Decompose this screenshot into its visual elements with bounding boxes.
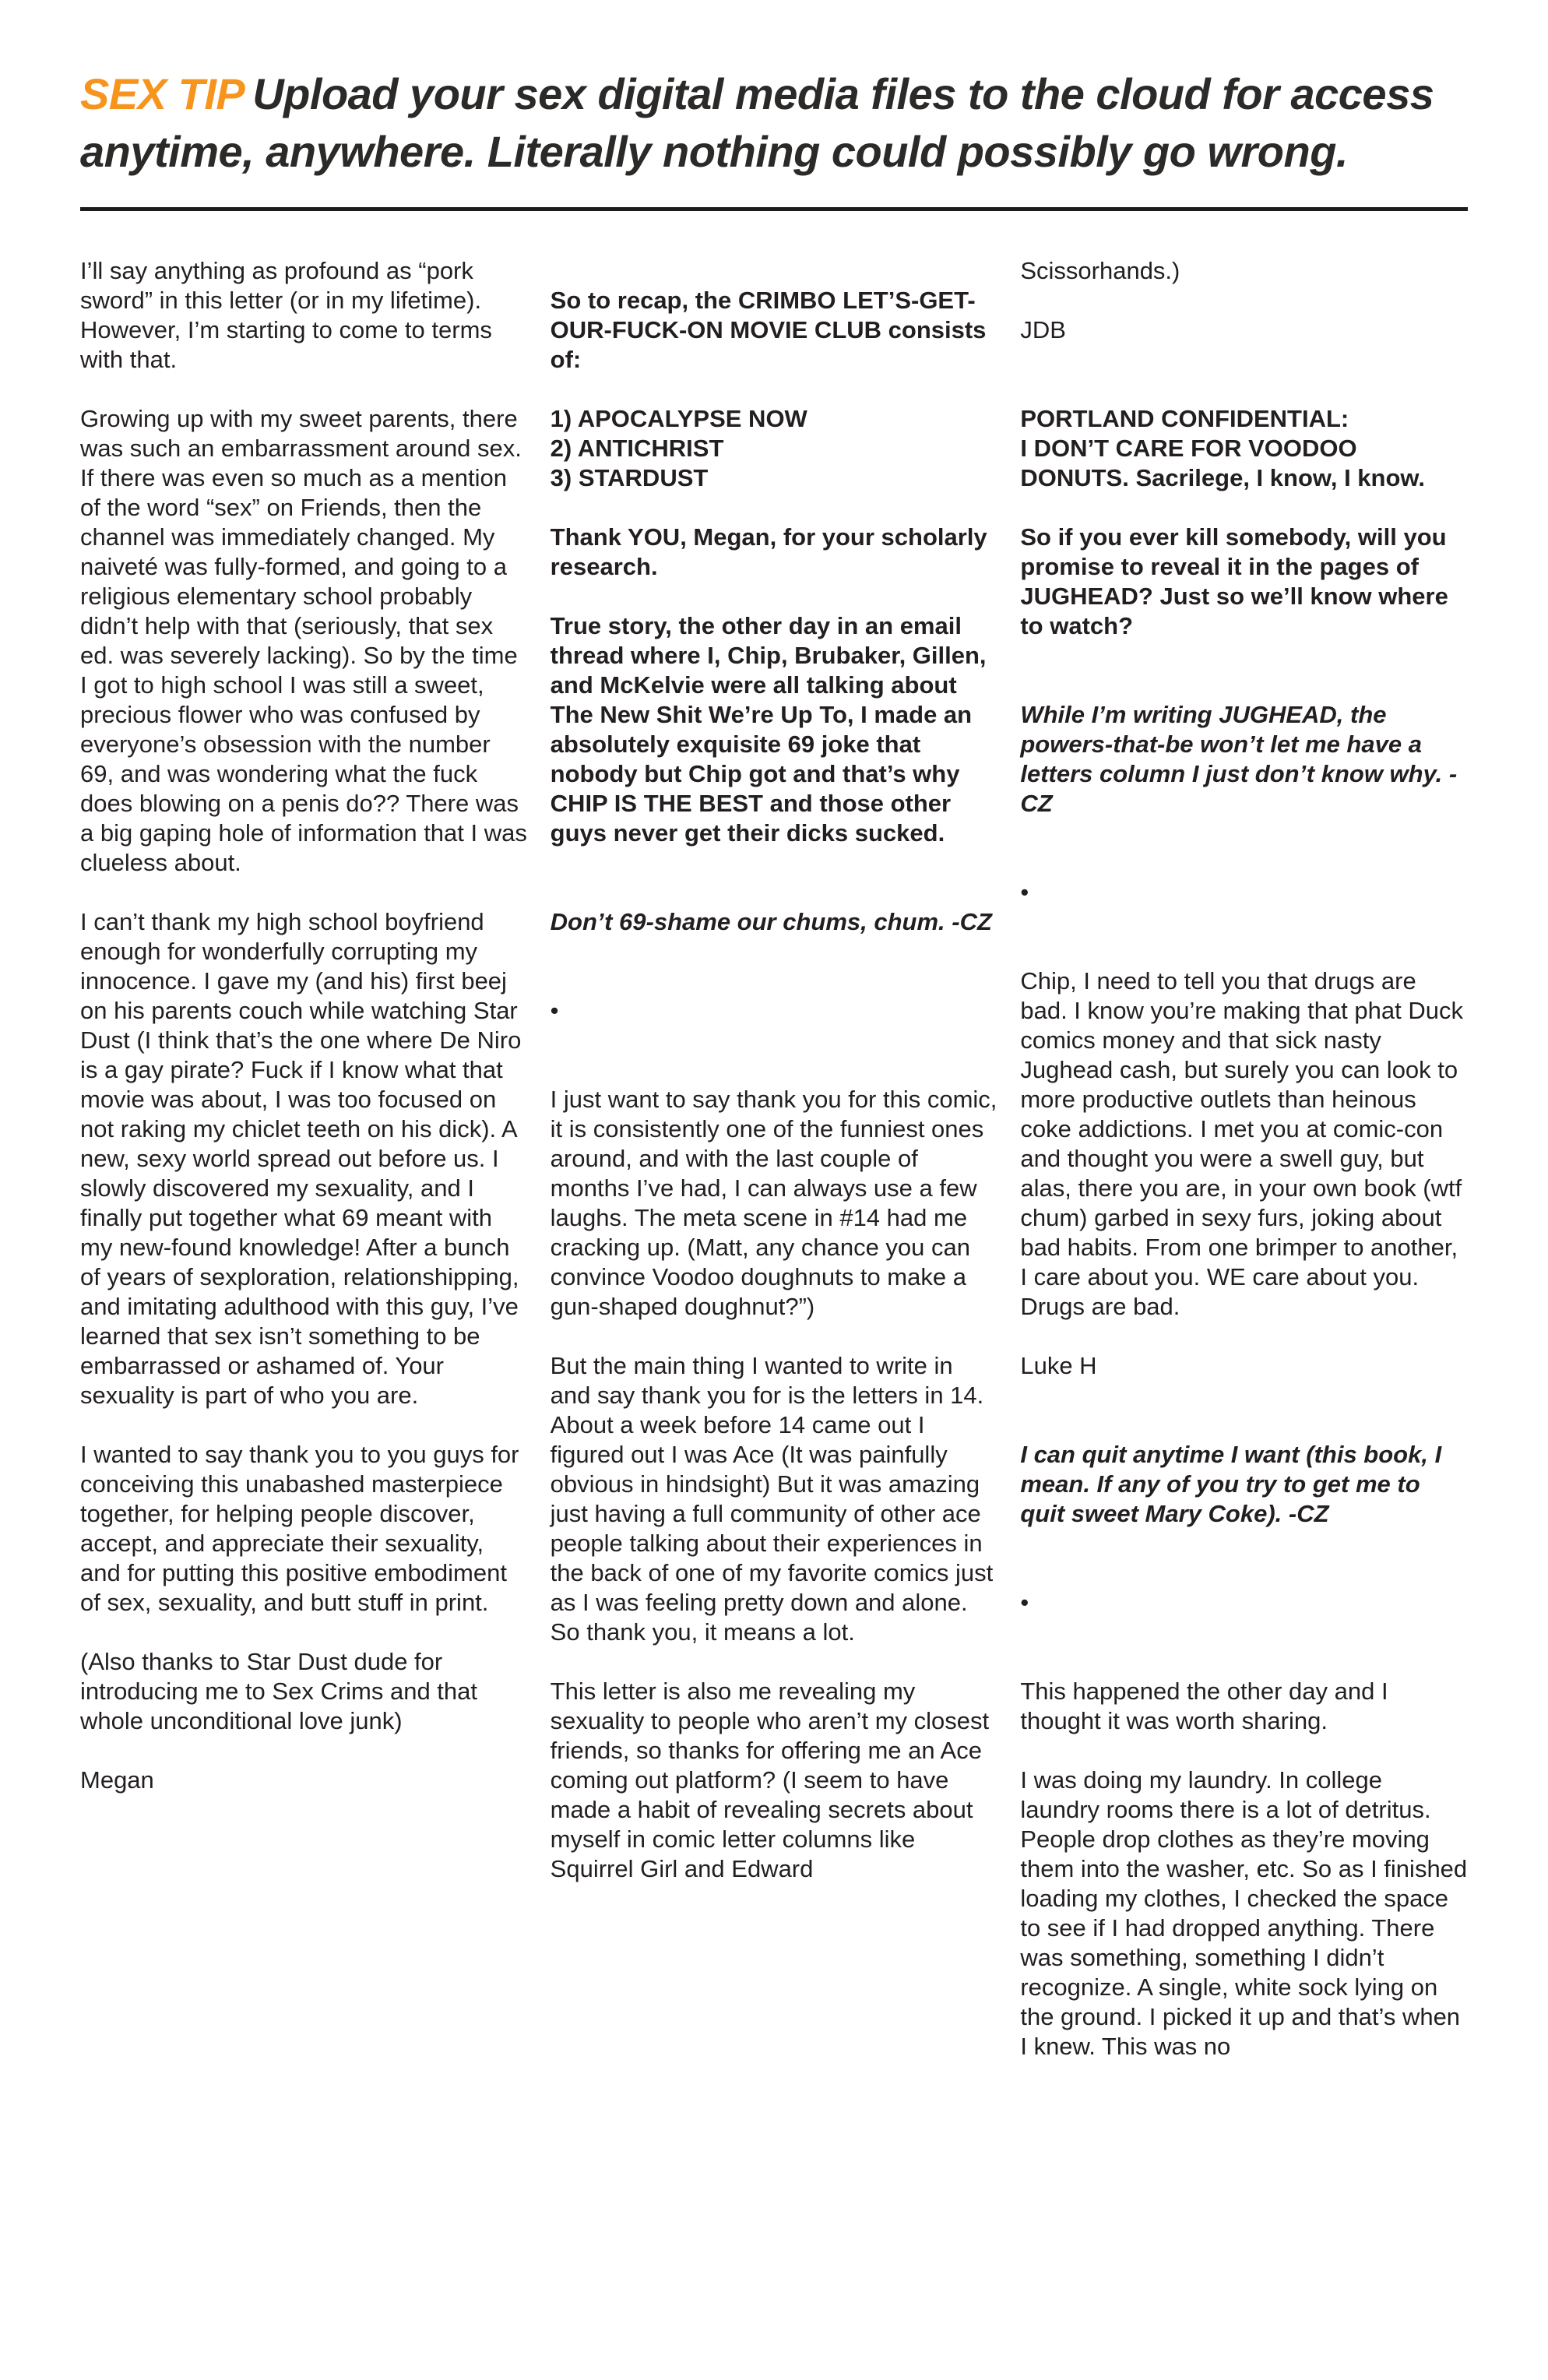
editor-reply-paragraph: Thank YOU, Megan, for your scholarly research. [550,523,987,580]
letter-paragraph: But the main thing I wanted to write in and say thank you for is the letters in 14. About a week before 14 came out I figured out I was Ace (It was painfully obvious in hindsight) But it was amazing just having a full community of other ace people talking about their experiences in the back of one of my favorite comics just as I was feeling pretty down and alone. So thank you, it means a lot. [550,1352,994,1646]
portland-confidential-line-1: PORTLAND CONFIDENTIAL: [1020,405,1349,432]
letter-paragraph: (Also thanks to Star Dust dude for introducing me to Sex Crims and that whole unconditional love junk) [80,1648,478,1734]
editor-reply-paragraph: True story, the other day in an email thread where I, Chip, Brubaker, Gillen, and McKelvie were all talking about The New Shit We’re Up To, I made an absolutely exquisite 69 joke that nobody but Chip got and that’s why CHIP IS THE BEST and those other guys never get their dicks sucked. [550,612,987,847]
movie-club-list [551,404,998,493]
column-3 [1020,256,1468,2091]
letter-paragraph: I just want to say thank you for this comic, it is consistently one of the funniest ones around, and with the last couple of months I’ve had, I can always use a few laughs. The meta scene in #14 had me cracking up. (Matt, any chance you can convince Voodoo doughnuts to make a gun-shaped doughnut?”) [550,1086,997,1320]
cz-reply: While I’m writing JUGHEAD, the powers-that-be won’t let me have a letters column I just don’t know why. -CZ [1020,701,1458,817]
letter-paragraph: Growing up with my sweet parents, there was such an embarrassment around sex. If there was even so much as a mention of the word “sex” on Friends, then the channel was immediately changed. My naiveté was fully-formed, and going to a religious elementary school probably didn’t help with that (seriously, that sex ed. was severely lacking). So by the time I got to high school I was still a sweet, precious flower who was confused by everyone’s obsession with the number 69, and was wondering what the fuck does blowing on a penis do?? There was a big gaping hole of information that I was clueless about. [80,405,527,876]
portland-confidential-heading [1020,404,1468,493]
letter-signature-jdb: JDB [1020,316,1066,343]
letter-paragraph: This happened the other day and I thought it was worth sharing. [1020,1678,1388,1734]
letter-paragraph-bold: So if you ever kill somebody, will you promise to reveal it in the pages of JUGHEAD? Just so we’ll know where to watch? [1020,523,1448,639]
letter-separator-bullet: • [1020,1589,1029,1616]
letter-paragraph: I’ll say anything as profound as “pork sword” in this letter (or in my lifetime). However, I’m starting to come to terms with that. [80,257,492,373]
cz-reply: I can quit anytime I want (this book, I mean. If any of you try to get me to quit sweet Mary Coke). -CZ [1020,1441,1442,1527]
header-divider [80,207,1468,211]
letter-paragraph-continued: Scissorhands.) [1020,257,1180,284]
column-2 [551,256,998,2091]
letter-signature-luke: Luke H [1020,1352,1097,1379]
sex-tip-label: SEX TIP [80,69,245,118]
letter-paragraph: This letter is also me revealing my sexuality to people who aren’t my closest friends, so thanks for offering me an Ace coming out platform? (I seem to have made a habit of revealing secrets about myself in comic letter columns like Squirrel Girl and Edward [550,1678,990,1882]
sex-tip-text: Upload your sex digital media files to the cloud for access anytime, anywhere. Literally nothing could possibly go wrong. [80,69,1434,176]
letter-separator-bullet: • [1020,878,1029,906]
column-1 [80,256,528,2091]
cz-reply: Don’t 69-shame our chums, chum. -CZ [550,908,992,935]
sex-tip-header [80,65,1470,181]
letter-signature-megan: Megan [80,1766,154,1794]
movie-club-item-2: 2) ANTICHRIST [550,435,724,462]
letter-paragraph: I was doing my laundry. In college laundry rooms there is a lot of detritus. People drop clothes as they’re moving them into the washer, etc. So as I finished loading my clothes, I checked the space to see if I had dropped anything. There was something, something I didn’t recognize. A single, white sock lying on the ground. I picked it up and that’s when I knew. This was no [1020,1766,1468,2060]
portland-confidential-line-2: I DON’T CARE FOR VOODOO DONUTS. Sacrilege, I know, I know. [1020,435,1425,491]
letter-separator-bullet: • [550,997,559,1024]
letters-columns [80,256,1468,2091]
letter-paragraph: I can’t thank my high school boyfriend enough for wonderfully corrupting my innocence. I gave my (and his) first beej on his parents couch while watching Star Dust (I think that’s the one where De Niro is a gay pirate? Fuck if I know what that movie was about, I was too focused on not raking my chiclet teeth on his dick). A new, sexy world spread out before us. I slowly discovered my sexuality, and I finally put together what 69 meant with my new-found knowledge! After a bunch of years of sexploration, relationshipping, and imitating adulthood with this guy, I’ve learned that sex isn’t something to be embarrassed or ashamed of. Your sexuality is part of who you are. [80,908,522,1409]
letter-paragraph: I wanted to say thank you to you guys for conceiving this unabashed masterpiece together, for helping people discover, accept, and appreciate their sexuality, and for putting this positive embodiment of sex, sexuality, and butt stuff in print. [80,1441,519,1616]
editor-reply-paragraph: So to recap, the CRIMBO LET’S-GET-OUR-FUCK-ON MOVIE CLUB consists of: [550,287,987,373]
movie-club-item-3: 3) STARDUST [550,464,709,491]
movie-club-item-1: 1) APOCALYPSE NOW [550,405,807,432]
letter-paragraph: Chip, I need to tell you that drugs are bad. I know you’re making that phat Duck comics money and that sick nasty Jughead cash, but surely you can look to more productive outlets than heinous coke addictions. I met you at comic-con and thought you were a swell guy, but alas, there you are, in your own book (wtf chum) garbed in sexy furs, joking about bad habits. From one brimper to another, I care about you. WE care about you. Drugs are bad. [1020,967,1463,1320]
